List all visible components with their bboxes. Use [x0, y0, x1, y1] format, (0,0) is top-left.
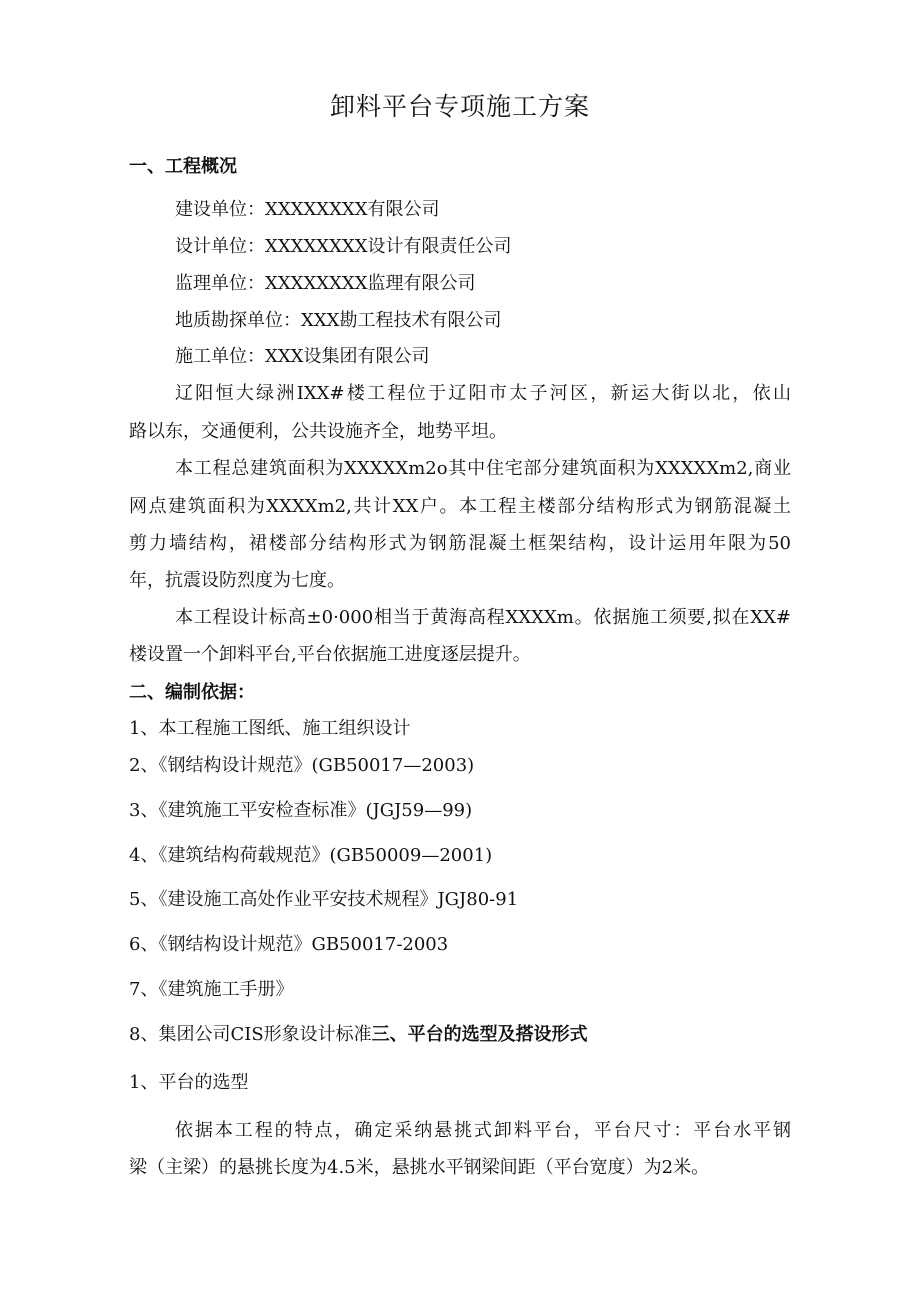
section-heading-platform: 三、平台的选型及搭设形式	[371, 1024, 588, 1045]
paragraph-area-line3: 剪力墙结构，裙楼部分结构形式为钢筋混凝土框架结构，设计运用年限为50	[129, 533, 791, 554]
basis-item: 5、《建设施工高处作业平安技术规程》JGJ80-91	[129, 889, 519, 910]
unit-construction: 建设单位：XXXXXXXX有限公司	[175, 199, 440, 220]
basis-item-8-line	[129, 1026, 588, 1044]
basis-item: 3、《建筑施工平安检查标准》(JGJ59—99)	[129, 800, 473, 821]
subheading-platform-selection: 1、平台的选型	[129, 1072, 249, 1093]
basis-item: 7、《建筑施工手册》	[129, 979, 294, 1000]
basis-item-8: 8、集团公司CIS形象设计标准	[129, 1024, 372, 1045]
paragraph-area-line2: 网点建筑面积为XXXXm2,共计XX户。本工程主楼部分结构形式为钢筋混凝土	[129, 496, 791, 517]
paragraph-selection-line1: 依据本工程的特点，确定采纳悬挑式卸料平台，平台尺寸：平台水平钢	[175, 1120, 791, 1141]
basis-item: 2、《钢结构设计规范》(GB50017—2003)	[129, 755, 475, 776]
unit-design: 设计单位：XXXXXXXX设计有限责任公司	[175, 236, 512, 257]
unit-builder: 施工单位：XXX设集团有限公司	[175, 346, 430, 367]
unit-geology: 地质勘探单位：XXX勘工程技术有限公司	[175, 310, 502, 331]
paragraph-area-line4: 年，抗震设防烈度为七度。	[129, 570, 345, 591]
document-title: 卸料平台专项施工方案	[329, 92, 590, 121]
unit-supervision: 监理单位：XXXXXXXX监理有限公司	[175, 273, 476, 294]
basis-item: 6、《钢结构设计规范》GB50017-2003	[129, 934, 449, 955]
paragraph-selection-line2: 梁（主梁）的悬挑长度为4.5米，悬挑水平钢梁间距（平台宽度）为2米。	[129, 1157, 710, 1178]
paragraph-location-line1: 辽阳恒大绿洲IXX#楼工程位于辽阳市太子河区，新运大街以北，依山	[175, 383, 791, 404]
paragraph-area-line1: 本工程总建筑面积为XXXXXm2o其中住宅部分建筑面积为XXXXXm2,商业	[175, 458, 791, 479]
basis-item: 1、本工程施工图纸、施工组织设计	[129, 718, 411, 739]
section-heading-basis: 二、编制依据：	[129, 682, 255, 703]
paragraph-elevation-line2: 楼设置一个卸料平台,平台依据施工进度逐层提升。	[129, 644, 531, 665]
paragraph-location-line2: 路以东，交通便利，公共设施齐全，地势平坦。	[129, 421, 507, 442]
basis-item: 4、《建筑结构荷载规范》(GB50009—2001)	[129, 845, 493, 866]
section-heading-overview: 一、工程概况	[129, 156, 237, 177]
paragraph-elevation-line1: 本工程设计标高±0·000相当于黄海高程XXXXm。依据施工须要,拟在XX#	[175, 607, 791, 628]
